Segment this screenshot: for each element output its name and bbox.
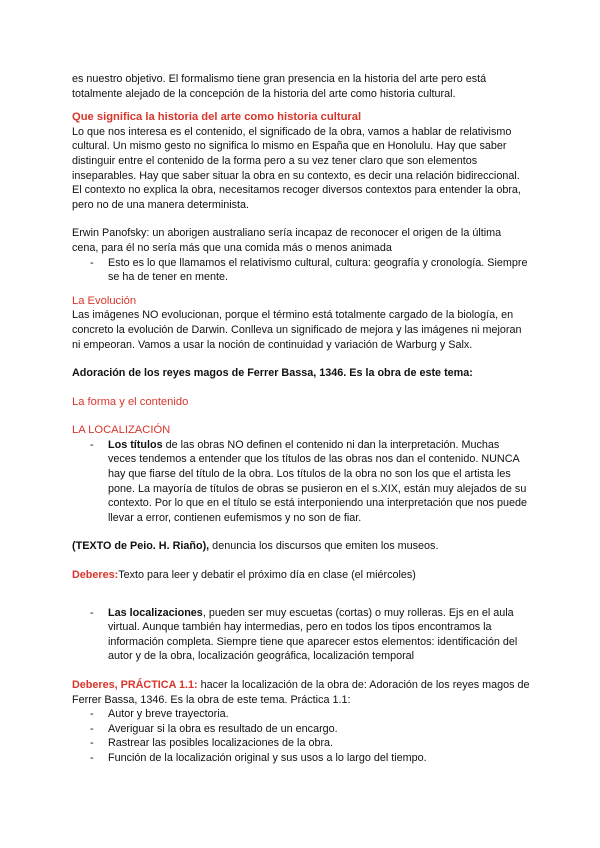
document-page [72,72,530,766]
titulos-text: de las obras NO definen el contenido ni dan la interpretación. Muchas veces tendemos a entender que los títulos de las obras nos dan el contenido. NUNCA hay que fiarse del título de la obra. Los títulos de la obra no son los que el artista les pone. La mayoría de títulos de obras se pusieron en el s.XIX, están muy alejados de su contexto. Por lo que en el título se está interponiendo una interpretación que nos puede llevar a error, contienen eufemismos y no son de fiar. [108,438,527,524]
relativismo-list [72,256,530,285]
adoracion-title: Adoración de los reyes magos de Ferrer Bassa, 1346. Es la obra de este tema: [72,367,473,380]
deberes-paragraph [72,568,530,583]
titulos-label: Los títulos [108,438,163,451]
titulos-list [72,438,530,526]
heading-localizacion: LA LOCALIZACIÓN [72,424,171,437]
localizaciones-text: , pueden ser muy escuetas (cortas) o muy rolleras. Ejs en el aula virtual. Aunque también hay intermedias, pero en todos los tipos encontramos la información completa. Siempre tiene que aparecer estos elementos: identificación del autor y de la obra, localización geográfica, localización temporal [108,606,518,663]
intro-paragraph: es nuestro objetivo. El formalismo tiene gran presencia en la historia del arte pero está totalmente alejado de la concepción de la historia del arte como historia cultural. [72,73,487,100]
historia-paragraph: Lo que nos interesa es el contenido, el significado de la obra, vamos a hablar de relativismo cultural. Un mismo gesto no significa lo mismo en España que en Honolulu. Hay que saber distinguir entre el contenido de la forma pero a su vez tener claro que son elementos inseparables. Hay que saber situar la obra en su contexto, es decir una relación bidireccional. El contexto no explica la obra, necesitamos recoger diversos contextos para entender la obra, pero no de una manera determinista. [72,125,521,211]
list-item: - Rastrear las posibles localizaciones de la obra. [72,736,530,751]
texto-paragraph [72,539,530,554]
list-item [72,438,530,526]
localizaciones-label: Las localizaciones [108,606,203,619]
evolucion-paragraph: Las imágenes NO evolucionan, porque el término está totalmente cargado de la biología, en concreto la evolución de Darwin. Conlleva un significado de mejora y las imágenes ni mejoran ni empeoran. Vamos a usar la noción de continuidad y variación de Warburg y Salx. [72,309,522,351]
list-item: - Autor y breve trayectoria. [72,707,530,722]
deberes-label: Deberes: [72,569,119,582]
list-item: - Esto es lo que llamamos el relativismo cultural, cultura: geografía y cronología. Siempre se ha de tener en mente. [72,256,530,285]
practica-label: Deberes, PRÁCTICA 1.1: [72,679,198,691]
list-item [72,606,530,664]
practica-list [72,707,530,765]
practica-text: hacer la localización de la obra de: Adoración de los reyes magos de Ferrer Bassa, 1346. Es la obra de este tema. Práctica 1.1: [72,679,530,706]
localizaciones-list [72,606,530,664]
texto-rest: denuncia los discursos que emiten los museos. [209,540,439,553]
texto-reference: (TEXTO de Peio. H. Riaño), [72,540,210,553]
panofsky-paragraph: Erwin Panofsky: un aborigen australiano sería incapaz de reconocer el origen de la última cena, para él no sería más que una comida más o menos animada [72,227,502,254]
heading-evolucion: La Evolución [72,294,137,307]
heading-forma-contenido: La forma y el contenido [72,395,189,408]
heading-historia-cultural: Que significa la historia del arte como historia cultural [72,111,362,124]
list-item: - Averiguar si la obra es resultado de un encargo. [72,722,530,737]
deberes-text: Texto para leer y debatir el próximo día en clase (el miércoles) [118,569,416,582]
practica-paragraph [72,678,530,707]
list-item: - Función de la localización original y sus usos a lo largo del tiempo. [72,751,530,766]
